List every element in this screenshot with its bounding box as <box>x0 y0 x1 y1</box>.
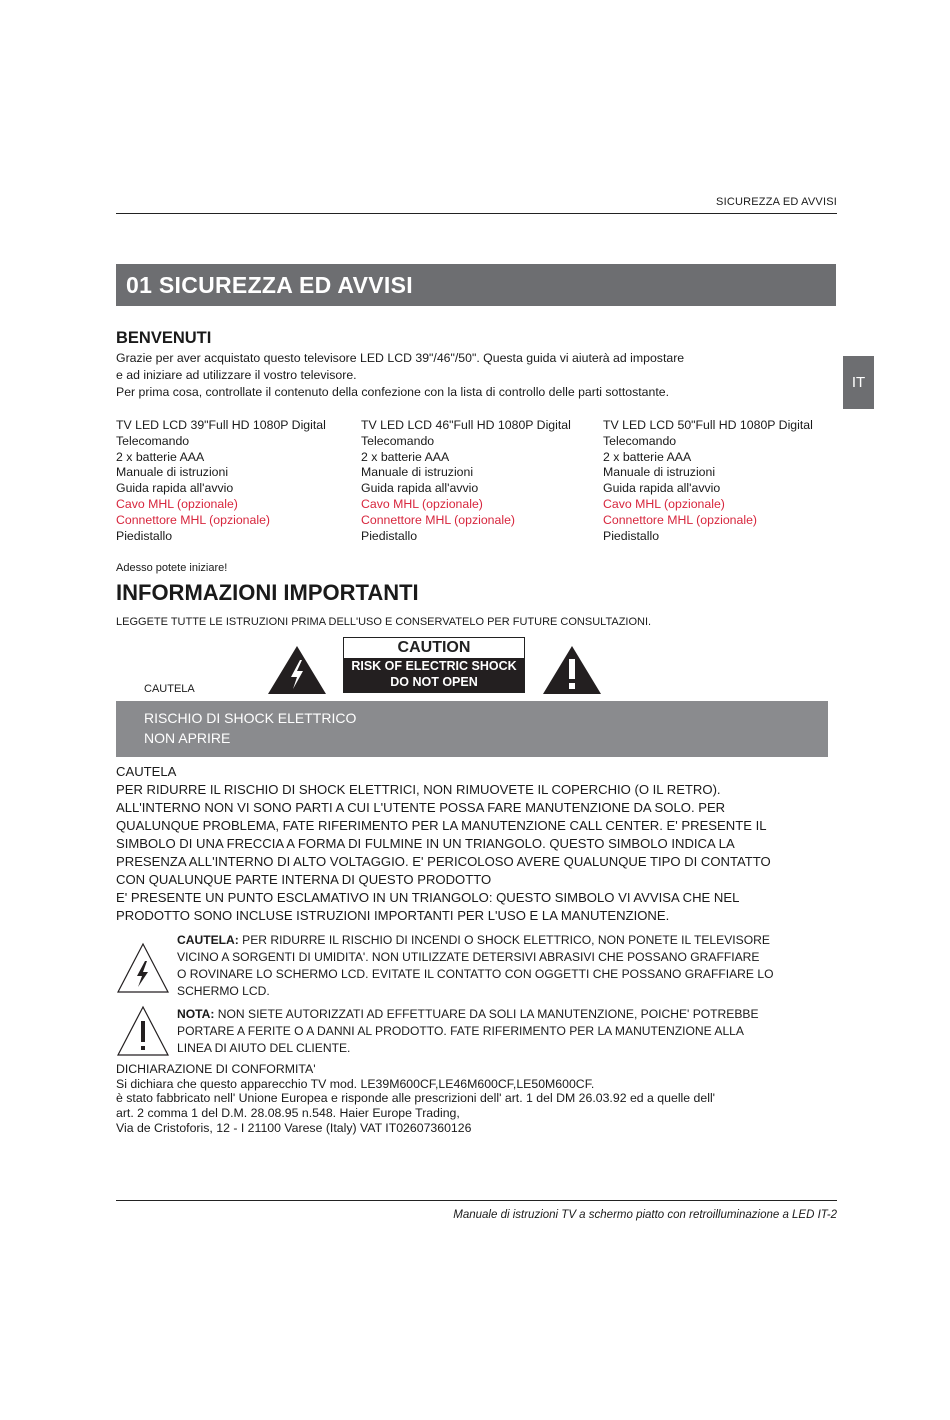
cautela-label: CAUTELA <box>144 683 195 695</box>
package-item: TV LED LCD 46"Full HD 1080P Digital <box>361 418 571 432</box>
risk-line: NON APRIRE <box>144 730 231 746</box>
body-line: QUALUNQUE PROBLEMA, FATE RIFERIMENTO PER LA MANUTENZIONE CALL CENTER. E' PRESENTE IL <box>116 818 767 833</box>
caution-body-text <box>116 763 776 925</box>
electric-shock-risk-band <box>116 701 828 757</box>
package-item: Guida rapida all'avvio <box>603 481 721 496</box>
package-item: TV LED LCD 50"Full HD 1080P Digital <box>603 418 813 432</box>
warning-line: SCHERMO LCD. <box>177 984 270 998</box>
nota-warning <box>177 1006 777 1057</box>
body-line: CON QUALUNQUE PARTE INTERNA DI QUESTO PRODOTTO <box>116 872 492 887</box>
page-footer: Manuale di istruzioni TV a schermo piatto con retroilluminazione a LED IT-2 <box>453 1209 837 1221</box>
cautela-warning <box>177 932 777 1000</box>
lightning-warning-icon <box>267 645 327 695</box>
package-item-optional: Cavo MHL (opzionale) <box>361 496 483 511</box>
ready-text: Adesso potete iniziare! <box>116 562 228 574</box>
caution-title: CAUTION <box>397 639 471 656</box>
package-item: Telecomando <box>361 433 435 448</box>
bottom-divider <box>116 1200 837 1201</box>
body-line: PER RIDURRE IL RISCHIO DI SHOCK ELETTRICI, NON RIMUOVETE IL COPERCHIO (O IL RETRO). <box>116 782 721 797</box>
package-item: TV LED LCD 39"Full HD 1080P Digital <box>116 418 326 432</box>
read-instructions-note: LEGGETE TUTTE LE ISTRUZIONI PRIMA DELL'USO E CONSERVATELO PER FUTURE CONSULTAZIONI. <box>116 616 652 628</box>
welcome-heading: BENVENUTI <box>116 329 212 347</box>
declaration-line: Si dichiara che questo apparecchio TV mod. LE39M600CF,LE46M600CF,LE50M600CF. <box>116 1076 595 1091</box>
package-item: Piedistallo <box>603 528 660 543</box>
body-line: PRESENZA ALL'INTERNO DI ALTO VOLTAGGIO. E' PERICOLOSO AVERE QUALUNQUE TIPO DI CONTATTO <box>116 854 771 869</box>
body-line: ALL'INTERNO NON VI SONO PARTI A CUI L'UTENTE POSSA FARE MANUTENZIONE DA SOLO. PER <box>116 800 726 815</box>
package-list-39 <box>116 418 326 544</box>
warning-text: PER RIDURRE IL RISCHIO DI INCENDI O SHOCK ELETTRICO, NON PONETE IL TELEVISORE <box>238 933 770 947</box>
risk-line: RISCHIO DI SHOCK ELETTRICO <box>144 710 357 726</box>
package-item-optional: Connettore MHL (opzionale) <box>116 512 271 527</box>
package-item: 2 x batterie AAA <box>361 449 450 464</box>
warning-text: NON SIETE AUTORIZZATI AD EFFETTUARE DA SOLI LA MANUTENZIONE, POICHE' POTREBBE <box>214 1007 759 1021</box>
declaration-line: è stato fabbricato nell' Unione Europea e risponde alle prescrizioni dell' art. 1 del DM 26.03.92 ed a quelle dell' <box>116 1091 716 1106</box>
warning-line: O ROVINARE LO SCHERMO LCD. EVITATE IL CONTATTO CON OGGETTI CHE POSSANO GRAFFIARE LO <box>177 967 774 981</box>
caution-line: DO NOT OPEN <box>390 674 478 689</box>
warning-label: NOTA: <box>177 1007 215 1021</box>
body-line: SIMBOLO DI UNA FRECCIA A FORMA DI FULMINE IN UN TRIANGOLO. QUESTO SIMBOLO INDICA LA <box>116 836 735 851</box>
warning-line <box>177 932 777 949</box>
warning-line: VICINO A SORGENTI DI UMIDITA'. NON UTILIZZATE DETERSIVI ABRASIVI CHE POSSANO GRAFFIARE <box>177 950 760 964</box>
welcome-text <box>116 350 756 401</box>
language-tab: IT <box>843 356 874 409</box>
package-item-optional: Cavo MHL (opzionale) <box>116 496 238 511</box>
package-item: Guida rapida all'avvio <box>116 481 234 496</box>
caution-line: RISK OF ELECTRIC SHOCK <box>351 659 517 673</box>
package-item: Manuale di istruzioni <box>116 465 229 480</box>
package-item-optional: Connettore MHL (opzionale) <box>361 512 516 527</box>
package-item-optional: Cavo MHL (opzionale) <box>603 496 725 511</box>
important-heading: INFORMAZIONI IMPORTANTI <box>116 580 419 605</box>
package-item: 2 x batterie AAA <box>603 449 692 464</box>
package-item: Piedistallo <box>361 528 418 543</box>
caution-body <box>344 658 524 692</box>
package-list-50 <box>603 418 813 544</box>
warning-line: PORTARE A FERITE O A DANNI AL PRODOTTO. FATE RIFERIMENTO PER LA MANUTENZIONE ALLA <box>177 1024 744 1038</box>
welcome-line: Grazie per aver acquistato questo televisore LED LCD 39"/46"/50". Questa guida vi aiuterà ad impostare <box>116 351 685 365</box>
welcome-line: e ad iniziare ad utilizzare il vostro televisore. <box>116 368 357 382</box>
package-item: Guida rapida all'avvio <box>361 481 479 496</box>
warning-line: LINEA DI AIUTO DEL CLIENTE. <box>177 1041 351 1055</box>
declaration-of-conformity <box>116 1062 715 1136</box>
exclamation-outline-icon <box>116 1005 170 1057</box>
warning-label: CAUTELA: <box>177 933 239 947</box>
caution-label-box <box>343 637 525 693</box>
package-item: 2 x batterie AAA <box>116 449 205 464</box>
declaration-line: Via de Cristoforis, 12 - I 21100 Varese (Italy) VAT IT02607360126 <box>116 1120 472 1135</box>
declaration-line: DICHIARAZIONE DI CONFORMITA' <box>116 1062 316 1076</box>
warning-line <box>177 1006 777 1023</box>
package-item: Telecomando <box>603 433 677 448</box>
body-line: CAUTELA <box>116 764 177 779</box>
body-line: PRODOTTO SONO INCLUSE ISTRUZIONI IMPORTANTI PER L'USO E LA MANUTENZIONE. <box>116 908 670 923</box>
package-item: Piedistallo <box>116 528 173 543</box>
package-list-46 <box>361 418 571 544</box>
section-title-bar <box>116 264 836 306</box>
top-divider <box>116 213 837 214</box>
package-item: Manuale di istruzioni <box>361 465 474 480</box>
section-title: 01 SICUREZZA ED AVVISI <box>126 272 413 298</box>
package-item-optional: Connettore MHL (opzionale) <box>603 512 758 527</box>
package-item: Manuale di istruzioni <box>603 465 716 480</box>
package-item: Telecomando <box>116 433 190 448</box>
declaration-line: art. 2 comma 1 del D.M. 28.08.95 n.548. Haier Europe Trading, <box>116 1106 460 1121</box>
body-line: E' PRESENTE UN PUNTO ESCLAMATIVO IN UN TRIANGOLO: QUESTO SIMBOLO VI AVVISA CHE NEL <box>116 890 740 905</box>
lightning-outline-icon <box>116 942 170 994</box>
running-header: SICUREZZA ED AVVISI <box>716 196 837 208</box>
exclamation-warning-icon <box>542 645 602 695</box>
welcome-line: Per prima cosa, controllate il contenuto della confezione con la lista di controllo delle parti sottostante. <box>116 385 669 399</box>
